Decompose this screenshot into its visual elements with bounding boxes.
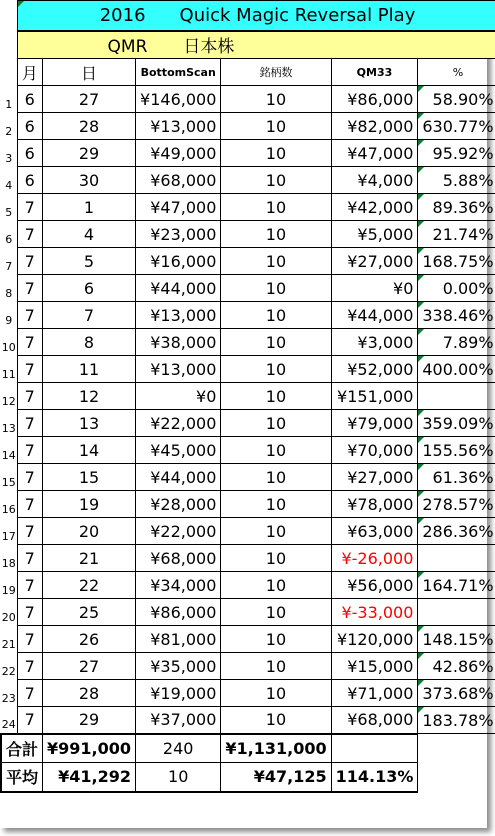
summary-pct (331, 734, 418, 763)
cell-pct: 7.89% (418, 329, 495, 356)
cell-qm33: ¥52,000 (331, 356, 418, 383)
cell-count: 10 (221, 680, 331, 707)
cell-month: 7 (17, 491, 43, 518)
row-number: 14 (1, 437, 17, 464)
cell-pct: 286.36% (418, 518, 495, 545)
cell-month: 7 (17, 383, 43, 410)
cell-qm33: ¥70,000 (331, 437, 418, 464)
cell-pct: 155.56% (418, 437, 495, 464)
row-number: 8 (1, 275, 17, 302)
rownum-blank (1, 59, 17, 86)
cell-qm33: ¥56,000 (331, 572, 418, 599)
cell-pct: 400.00% (418, 356, 495, 383)
cell-bottom-scan: ¥16,000 (136, 248, 221, 275)
table-row (1, 329, 495, 356)
cell-pct: 21.74% (418, 221, 495, 248)
row-number: 6 (1, 221, 17, 248)
cell-qm33: ¥3,000 (331, 329, 418, 356)
cell-day: 20 (43, 518, 136, 545)
header-pct: % (418, 59, 495, 86)
cell-pct: 148.15% (418, 626, 495, 653)
cell-count: 10 (221, 653, 331, 680)
table-row (1, 221, 495, 248)
cell-count: 10 (221, 302, 331, 329)
cell-pct: 278.57% (418, 491, 495, 518)
header-bottom-scan: BottomScan (136, 59, 221, 86)
cell-bottom-scan: ¥38,000 (136, 329, 221, 356)
summary-pct: 114.13% (331, 763, 418, 792)
cell-day: 22 (43, 572, 136, 599)
cell-bottom-scan: ¥13,000 (136, 356, 221, 383)
cell-count: 10 (221, 86, 331, 113)
cell-bottom-scan: ¥44,000 (136, 275, 221, 302)
table-row (1, 599, 495, 626)
cell-month: 7 (17, 464, 43, 491)
header-qm33: QM33 (331, 59, 418, 86)
cell-count: 10 (221, 383, 331, 410)
cell-qm33: ¥27,000 (331, 464, 418, 491)
cell-day: 14 (43, 437, 136, 464)
cell-count: 10 (221, 221, 331, 248)
cell-month: 7 (17, 707, 43, 734)
cell-count: 10 (221, 545, 331, 572)
table-row (1, 86, 495, 113)
cell-count: 10 (221, 518, 331, 545)
table-row (1, 653, 495, 680)
summary-count: 10 (136, 763, 221, 792)
table-row (1, 680, 495, 707)
subtitle-code: QMR (107, 37, 148, 58)
cell-count: 10 (221, 356, 331, 383)
cell-month: 7 (17, 275, 43, 302)
cell-day: 6 (43, 275, 136, 302)
cell-count: 10 (221, 140, 331, 167)
cell-month: 7 (17, 545, 43, 572)
summary-qm33: ¥1,131,000 (221, 734, 331, 763)
row-number: 18 (1, 545, 17, 572)
row-number: 15 (1, 464, 17, 491)
cell-qm33: ¥47,000 (331, 140, 418, 167)
row-number: 10 (1, 329, 17, 356)
cell-pct: 58.90% (418, 86, 495, 113)
row-number: 17 (1, 518, 17, 545)
table-row (1, 545, 495, 572)
cell-count: 10 (221, 248, 331, 275)
row-number: 5 (1, 194, 17, 221)
row-number: 20 (1, 599, 17, 626)
cell-month: 6 (17, 86, 43, 113)
rownum-blank (1, 31, 17, 59)
title-year: 2016 (99, 4, 146, 26)
cell-month: 7 (17, 572, 43, 599)
cell-pct: 338.46% (418, 302, 495, 329)
cell-bottom-scan: ¥37,000 (136, 707, 221, 734)
cell-bottom-scan: ¥23,000 (136, 221, 221, 248)
summary-bottom-scan: ¥41,292 (43, 763, 136, 792)
cell-day: 5 (43, 248, 136, 275)
total-row (1, 734, 495, 763)
cell-month: 6 (17, 140, 43, 167)
cell-bottom-scan: ¥81,000 (136, 626, 221, 653)
table-row (1, 383, 495, 410)
cell-day: 29 (43, 140, 136, 167)
table-row (1, 248, 495, 275)
cell-qm33: ¥78,000 (331, 491, 418, 518)
average-row (1, 763, 495, 792)
title-row (1, 1, 495, 31)
row-number: 24 (1, 707, 17, 734)
cell-pct (418, 599, 495, 626)
cell-qm33: ¥0 (331, 275, 418, 302)
header-day: 日 (43, 59, 136, 86)
rownum-blank (1, 1, 17, 31)
cell-day: 26 (43, 626, 136, 653)
cell-day: 1 (43, 194, 136, 221)
cell-pct: 61.36% (418, 464, 495, 491)
cell-pct: 168.75% (418, 248, 495, 275)
cell-count: 10 (221, 491, 331, 518)
cell-qm33: ¥44,000 (331, 302, 418, 329)
cell-qm33: ¥42,000 (331, 194, 418, 221)
cell-qm33: ¥5,000 (331, 221, 418, 248)
cell-day: 4 (43, 221, 136, 248)
summary-label: 平均 (1, 763, 43, 792)
row-number: 16 (1, 491, 17, 518)
cell-bottom-scan: ¥0 (136, 383, 221, 410)
cell-count: 10 (221, 572, 331, 599)
cell-day: 12 (43, 383, 136, 410)
cell-bottom-scan: ¥68,000 (136, 167, 221, 194)
table-row (1, 356, 495, 383)
subtitle-market: 日本株 (183, 37, 235, 58)
cell-pct (418, 383, 495, 410)
table-row (1, 626, 495, 653)
cell-count: 10 (221, 599, 331, 626)
cell-day: 28 (43, 113, 136, 140)
cell-month: 7 (17, 599, 43, 626)
cell-pct: 42.86% (418, 653, 495, 680)
cell-day: 28 (43, 680, 136, 707)
row-number: 4 (1, 167, 17, 194)
cell-month: 7 (17, 302, 43, 329)
header-count: 銘柄数 (221, 59, 331, 86)
row-number: 19 (1, 572, 17, 599)
cell-count: 10 (221, 275, 331, 302)
cell-bottom-scan: ¥45,000 (136, 437, 221, 464)
cell-bottom-scan: ¥47,000 (136, 194, 221, 221)
cell-count: 10 (221, 464, 331, 491)
cell-month: 7 (17, 437, 43, 464)
cell-bottom-scan: ¥13,000 (136, 302, 221, 329)
table-row (1, 410, 495, 437)
cell-day: 25 (43, 599, 136, 626)
cell-qm33: ¥86,000 (331, 86, 418, 113)
cell-count: 10 (221, 167, 331, 194)
cell-qm33: ¥63,000 (331, 518, 418, 545)
cell-bottom-scan: ¥19,000 (136, 680, 221, 707)
row-number: 21 (1, 626, 17, 653)
cell-pct (418, 545, 495, 572)
cell-pct: 0.00% (418, 275, 495, 302)
cell-pct: 183.78% (418, 707, 495, 734)
cell-month: 7 (17, 626, 43, 653)
table-row (1, 167, 495, 194)
summary-count: 240 (136, 734, 221, 763)
row-number: 3 (1, 140, 17, 167)
cell-bottom-scan: ¥34,000 (136, 572, 221, 599)
row-number: 23 (1, 680, 17, 707)
cell-day: 7 (43, 302, 136, 329)
cell-bottom-scan: ¥86,000 (136, 599, 221, 626)
cell-month: 6 (17, 113, 43, 140)
cell-bottom-scan: ¥28,000 (136, 491, 221, 518)
cell-month: 7 (17, 356, 43, 383)
cell-month: 7 (17, 680, 43, 707)
cell-bottom-scan: ¥22,000 (136, 518, 221, 545)
cell-day: 15 (43, 464, 136, 491)
header-row (1, 59, 495, 86)
cell-pct: 89.36% (418, 194, 495, 221)
cell-qm33: ¥27,000 (331, 248, 418, 275)
cell-pct: 5.88% (418, 167, 495, 194)
cell-day: 13 (43, 410, 136, 437)
table-row (1, 302, 495, 329)
cell-month: 7 (17, 248, 43, 275)
cell-pct: 164.71% (418, 572, 495, 599)
cell-qm33: ¥68,000 (331, 707, 418, 734)
cell-qm33: ¥-33,000 (331, 599, 418, 626)
cell-count: 10 (221, 194, 331, 221)
cell-month: 7 (17, 653, 43, 680)
cell-pct: 630.77% (418, 113, 495, 140)
cell-day: 30 (43, 167, 136, 194)
cell-count: 10 (221, 437, 331, 464)
row-number: 9 (1, 302, 17, 329)
cell-month: 6 (17, 167, 43, 194)
cell-month: 7 (17, 329, 43, 356)
cell-month: 7 (17, 194, 43, 221)
table-row (1, 194, 495, 221)
cell-day: 21 (43, 545, 136, 572)
cell-qm33: ¥79,000 (331, 410, 418, 437)
cell-day: 19 (43, 491, 136, 518)
cell-qm33: ¥-26,000 (331, 545, 418, 572)
cell-month: 7 (17, 410, 43, 437)
summary-label: 合計 (1, 734, 43, 763)
cell-day: 27 (43, 653, 136, 680)
cell-pct: 373.68% (418, 680, 495, 707)
cell-count: 10 (221, 626, 331, 653)
table-row (1, 464, 495, 491)
title-cell (17, 1, 495, 31)
cell-day: 8 (43, 329, 136, 356)
row-number: 2 (1, 113, 17, 140)
table-row (1, 437, 495, 464)
cell-day: 27 (43, 86, 136, 113)
row-number: 11 (1, 356, 17, 383)
cell-bottom-scan: ¥49,000 (136, 140, 221, 167)
cell-qm33: ¥151,000 (331, 383, 418, 410)
table-row (1, 140, 495, 167)
header-month: 月 (17, 59, 43, 86)
row-number: 12 (1, 383, 17, 410)
cell-qm33: ¥71,000 (331, 680, 418, 707)
cell-bottom-scan: ¥13,000 (136, 113, 221, 140)
table-row (1, 113, 495, 140)
table-row (1, 572, 495, 599)
cell-bottom-scan: ¥22,000 (136, 410, 221, 437)
cell-pct: 359.09% (418, 410, 495, 437)
cell-bottom-scan: ¥44,000 (136, 464, 221, 491)
row-number: 13 (1, 410, 17, 437)
cell-qm33: ¥82,000 (331, 113, 418, 140)
cell-bottom-scan: ¥146,000 (136, 86, 221, 113)
summary-qm33: ¥47,125 (221, 763, 331, 792)
cell-bottom-scan: ¥35,000 (136, 653, 221, 680)
table-row (1, 491, 495, 518)
cell-day: 29 (43, 707, 136, 734)
subtitle-cell (17, 31, 495, 59)
cell-month: 7 (17, 518, 43, 545)
cell-qm33: ¥4,000 (331, 167, 418, 194)
subtitle-row (1, 31, 495, 59)
cell-count: 10 (221, 329, 331, 356)
cell-month: 7 (17, 221, 43, 248)
table-row (1, 518, 495, 545)
cell-day: 11 (43, 356, 136, 383)
row-number: 22 (1, 653, 17, 680)
cell-count: 10 (221, 113, 331, 140)
table-row (1, 275, 495, 302)
cell-count: 10 (221, 707, 331, 734)
title-name: Quick Magic Reversal Play (179, 4, 416, 26)
cell-qm33: ¥120,000 (331, 626, 418, 653)
cell-bottom-scan: ¥68,000 (136, 545, 221, 572)
row-number: 7 (1, 248, 17, 275)
cell-pct: 95.92% (418, 140, 495, 167)
table-row (1, 707, 495, 734)
cell-count: 10 (221, 410, 331, 437)
summary-bottom-scan: ¥991,000 (43, 734, 136, 763)
row-number: 1 (1, 86, 17, 113)
cell-qm33: ¥15,000 (331, 653, 418, 680)
